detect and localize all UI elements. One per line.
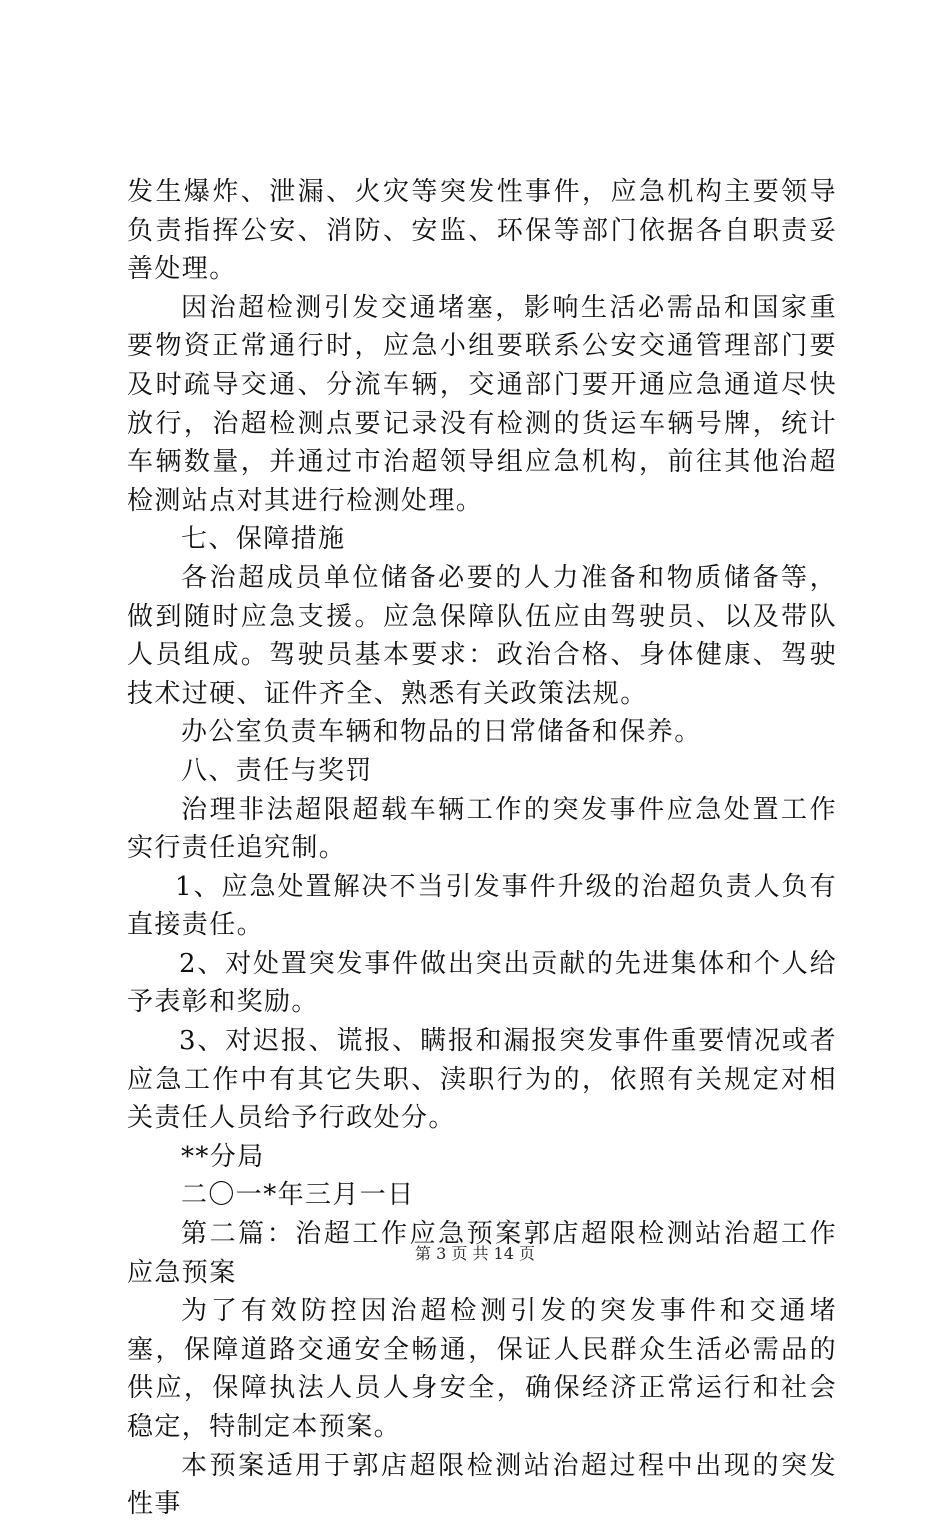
page-number-footer: 第 3 页 共 14 页 (415, 1244, 535, 1263)
list-item-1: 1、应急处置解决不当引发事件升级的治超负责人负有直接责任。 (127, 871, 837, 941)
paragraph-4: 各治超成员单位储备必要的人力准备和物质储备等，做到随时应急支援。应急保障队伍应由驾驶员、以及带队人员组成。驾驶员基本要求：政治合格、身体健康、驾驶技术过硬、证件齐全、熟悉有关政策法规。 (127, 562, 837, 709)
paragraph-7: 治理非法超限超载车辆工作的突发事件应急处置工作实行责任追究制。 (127, 794, 837, 864)
list-item-3: 3、对迟报、谎报、瞒报和漏报突发事件重要情况或者应急工作中有其它失职、渎职行为的，依照有关规定对相关责任人员给予行政处分。 (127, 1026, 837, 1134)
paragraph-5: 办公室负责车辆和物品的日常储备和保养。 (181, 717, 702, 748)
paragraph-2: 因治超检测引发交通堵塞，影响生活必需品和国家重要物资正常通行时，应急小组要联系公安交通管理部门要及时疏导交通、分流车辆，交通部门要开通应急通道尽快放行，治超检测点要记录没有检测的货运车辆号牌，统计车辆数量，并通过市治超领导组应急机构，前往其他治超检测站点对其进行检测处理。 (127, 292, 837, 516)
paragraph-14: 为了有效防控因治超检测引发的突发事件和交通堵塞，保障道路交通安全畅通，保证人民群众生活必需品的供应，保障执法人员人身安全，确保经济正常运行和社会稳定，特制定本预案。 (127, 1296, 837, 1442)
paragraph-15: 本预案适用于郭店超限检测站治超过程中出现的突发性事 (127, 1450, 837, 1520)
list-item-2: 2、对处置突发事件做出突出贡献的先进集体和个人给予表彰和奖励。 (127, 948, 837, 1018)
section-heading-7: 七、保障措施 (181, 524, 346, 555)
signature-date: 二〇一*年三月一日 (181, 1180, 415, 1211)
chapter-title: 第二篇：治超工作应急预案郭店超限检测站治超工作应急预案 (127, 1219, 837, 1288)
signature-org: **分局 (181, 1141, 265, 1172)
section-heading-8: 八、责任与奖罚 (181, 755, 373, 786)
document-body (127, 173, 837, 1524)
paragraph-1: 发生爆炸、泄漏、火灾等突发性事件，应急机构主要领导负责指挥公安、消防、安监、环保等部门依据各自职责妥善处理。 (127, 177, 837, 285)
